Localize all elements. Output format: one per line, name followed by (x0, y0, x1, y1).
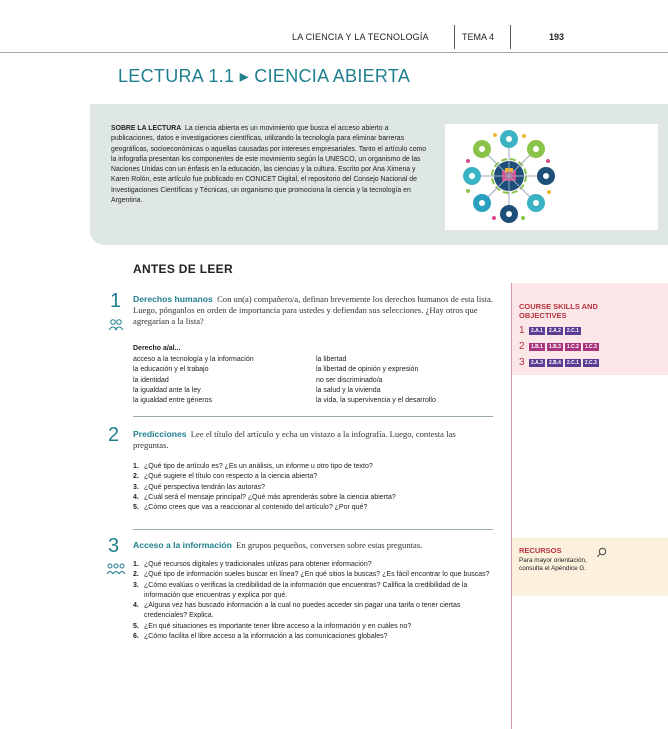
activity-2-questions (133, 462, 493, 513)
activity-3-title: Acceso a la información (133, 540, 232, 550)
activity-1-prompt (133, 294, 493, 327)
list-item: la libertad (316, 356, 347, 363)
infographic-image (445, 124, 658, 230)
activity-number-2: 2 (108, 424, 120, 446)
activity-2-text: Lee el título del artículo y echa un vistazo a la infografía. Luego, contesta las preguntas. (133, 429, 456, 450)
activity-number-1: 1 (110, 290, 122, 312)
list-item: 4. ¿Alguna vez has buscado información a la cual no puedes acceder sin pagar una tarifa o tener ciertas credenciales? Explica. (133, 602, 461, 620)
open-science-infographic-icon (445, 124, 658, 230)
skill-badge: 1.C.3 (584, 343, 597, 350)
rights-list-heading: Derecho a/al... (133, 345, 181, 352)
course-skills-title: COURSE SKILLS AND OBJECTIVES (519, 302, 598, 320)
list-item: 3. ¿Qué perspectiva tendrán las autoras? (133, 483, 266, 491)
list-item: la libertad de opinión y expresión (316, 366, 419, 374)
skills-row-1: 1 2.A.1 2.A.2 2.C.1 (519, 325, 579, 336)
header-divider (510, 25, 511, 49)
skill-badge: 2.A.2 (548, 327, 561, 334)
activity-number-3: 3 (108, 535, 120, 557)
list-item: 6. ¿Cómo facilita el libre acceso a la información a las comunicaciones globales? (133, 633, 388, 641)
list-item: 2. ¿Qué sugiere el título con respecto a la ciencia abierta? (133, 473, 318, 481)
running-header-tema: TEMA 4 (462, 32, 495, 42)
header-rule (0, 52, 668, 53)
list-item: 2. ¿Qué tipo de información sueles buscar en línea? ¿En qué sitios la buscas? ¿Es fácil encontrar lo que buscas? (133, 571, 490, 579)
list-item: 5. ¿Cómo crees que vas a reaccionar al contenido del artículo? ¿Por qué? (133, 504, 368, 512)
list-item: 5. ¿En qué situaciones es importante tener libre acceso a la información y en cuáles no? (133, 622, 412, 630)
header-divider (454, 25, 455, 49)
list-item: acceso a la tecnología y la información (133, 356, 254, 363)
skill-badge: 2.B.4 (548, 359, 561, 366)
list-item: la identidad (133, 376, 169, 384)
rights-list-col-1 (133, 355, 313, 406)
skill-badge: 1.C.2 (566, 343, 579, 350)
list-item: 1. ¿Qué recursos digitales y tradicionales utilizas para obtener información? (133, 561, 372, 568)
skill-badge: 2.C.1 (566, 327, 579, 334)
list-item: 3. ¿Cómo evalúas o verificas la credibilidad de la información que encuentras? Califica la credibilidad de la información que encuentras y explica por qué. (133, 581, 468, 599)
list-item: 1. ¿Qué tipo de artículo es? ¿Es un análisis, un informe u otro tipo de texto? (133, 463, 373, 470)
activity-1-title: Derechos humanos (133, 294, 213, 304)
about-reading-text (111, 124, 429, 206)
skill-badge: 1.B.1 (531, 343, 543, 350)
list-item: la salud y la vivienda (316, 386, 381, 394)
page-title: LECTURA 1.1 ▸ CIENCIA ABIERTA (118, 66, 411, 86)
activity-3-questions (133, 560, 493, 642)
list-item: la educación y el trabajo (133, 366, 209, 374)
skill-badge: 2.C.1 (566, 359, 579, 366)
skill-badge: 2.A.1 (531, 327, 543, 334)
group-work-icon (106, 562, 126, 580)
activity-2-title: Predicciones (133, 429, 187, 439)
section-divider (133, 529, 493, 530)
activity-3-text: En grupos pequeños, conversen sobre estas preguntas. (236, 540, 423, 550)
skill-badge: 2.A.3 (531, 359, 543, 366)
activity-1-text: Con un(a) compañero/a, definan brevemente los derechos humanos de esta lista. Luego, pónganlos en orden de importancia para ustedes y defiendan sus selecciones. ¿Hay otros que agregarían a la lista? (133, 294, 493, 326)
activity-3-prompt (133, 540, 503, 551)
list-item: la igualdad ante la ley (133, 386, 201, 394)
list-item: la igualdad entre géneros (133, 397, 213, 405)
skill-badge: 2.C.3 (584, 359, 597, 366)
about-reading-label: SOBRE LA LECTURA (111, 125, 182, 132)
running-header-section: LA CIENCIA Y LA TECNOLOGÍA (292, 32, 429, 42)
list-item: 4. ¿Cuál será el mensaje principal? ¿Qué más aprenderás sobre la ciencia abierta? (133, 493, 396, 501)
skills-row-2: 2 1.B.1 1.B.3 1.C.2 1.C.3 (519, 341, 597, 352)
list-item: no ser discriminado/a (316, 376, 383, 384)
resources-title: RECURSOS (519, 546, 562, 555)
pair-work-icon (108, 318, 124, 336)
skill-badge: 1.B.3 (548, 343, 561, 350)
skills-row-3: 3 2.A.3 2.B.4 2.C.1 2.C.3 (519, 357, 597, 368)
section-divider (133, 416, 493, 417)
list-item: la vida, la supervivencia y el desarrollo (316, 397, 436, 405)
activity-2-prompt (133, 429, 493, 451)
page-number: 193 (549, 32, 565, 42)
rights-list-col-2 (316, 355, 496, 406)
before-reading-heading: ANTES DE LEER (133, 262, 233, 276)
resources-text: Para mayor orientación, consulta el Apéndice G. (519, 557, 587, 573)
about-reading-body: La ciencia abierta es un movimiento que busca el acceso abierto a publicaciones, datos e investigaciones científicas, utilizando la tecnología para eliminar barreras geográficas, socioeconómicas o aquellas causadas por intereses empresariales. Tanto el artículo como la infografía presentan los componentes de este movimiento según la UNESCO, un organismo de las Naciones Unidas con un énfasis en la educación, las ciencias y la cultura. Escrito por Ana Ximena y Karen Rolón, este artículo fue publicado en CONICET Digital, el repositorio del Consejo Nacional de Investigaciones Científicas y Técnicas, un organismo que promociona la ciencia y la tecnología en Argentina. (111, 125, 427, 205)
